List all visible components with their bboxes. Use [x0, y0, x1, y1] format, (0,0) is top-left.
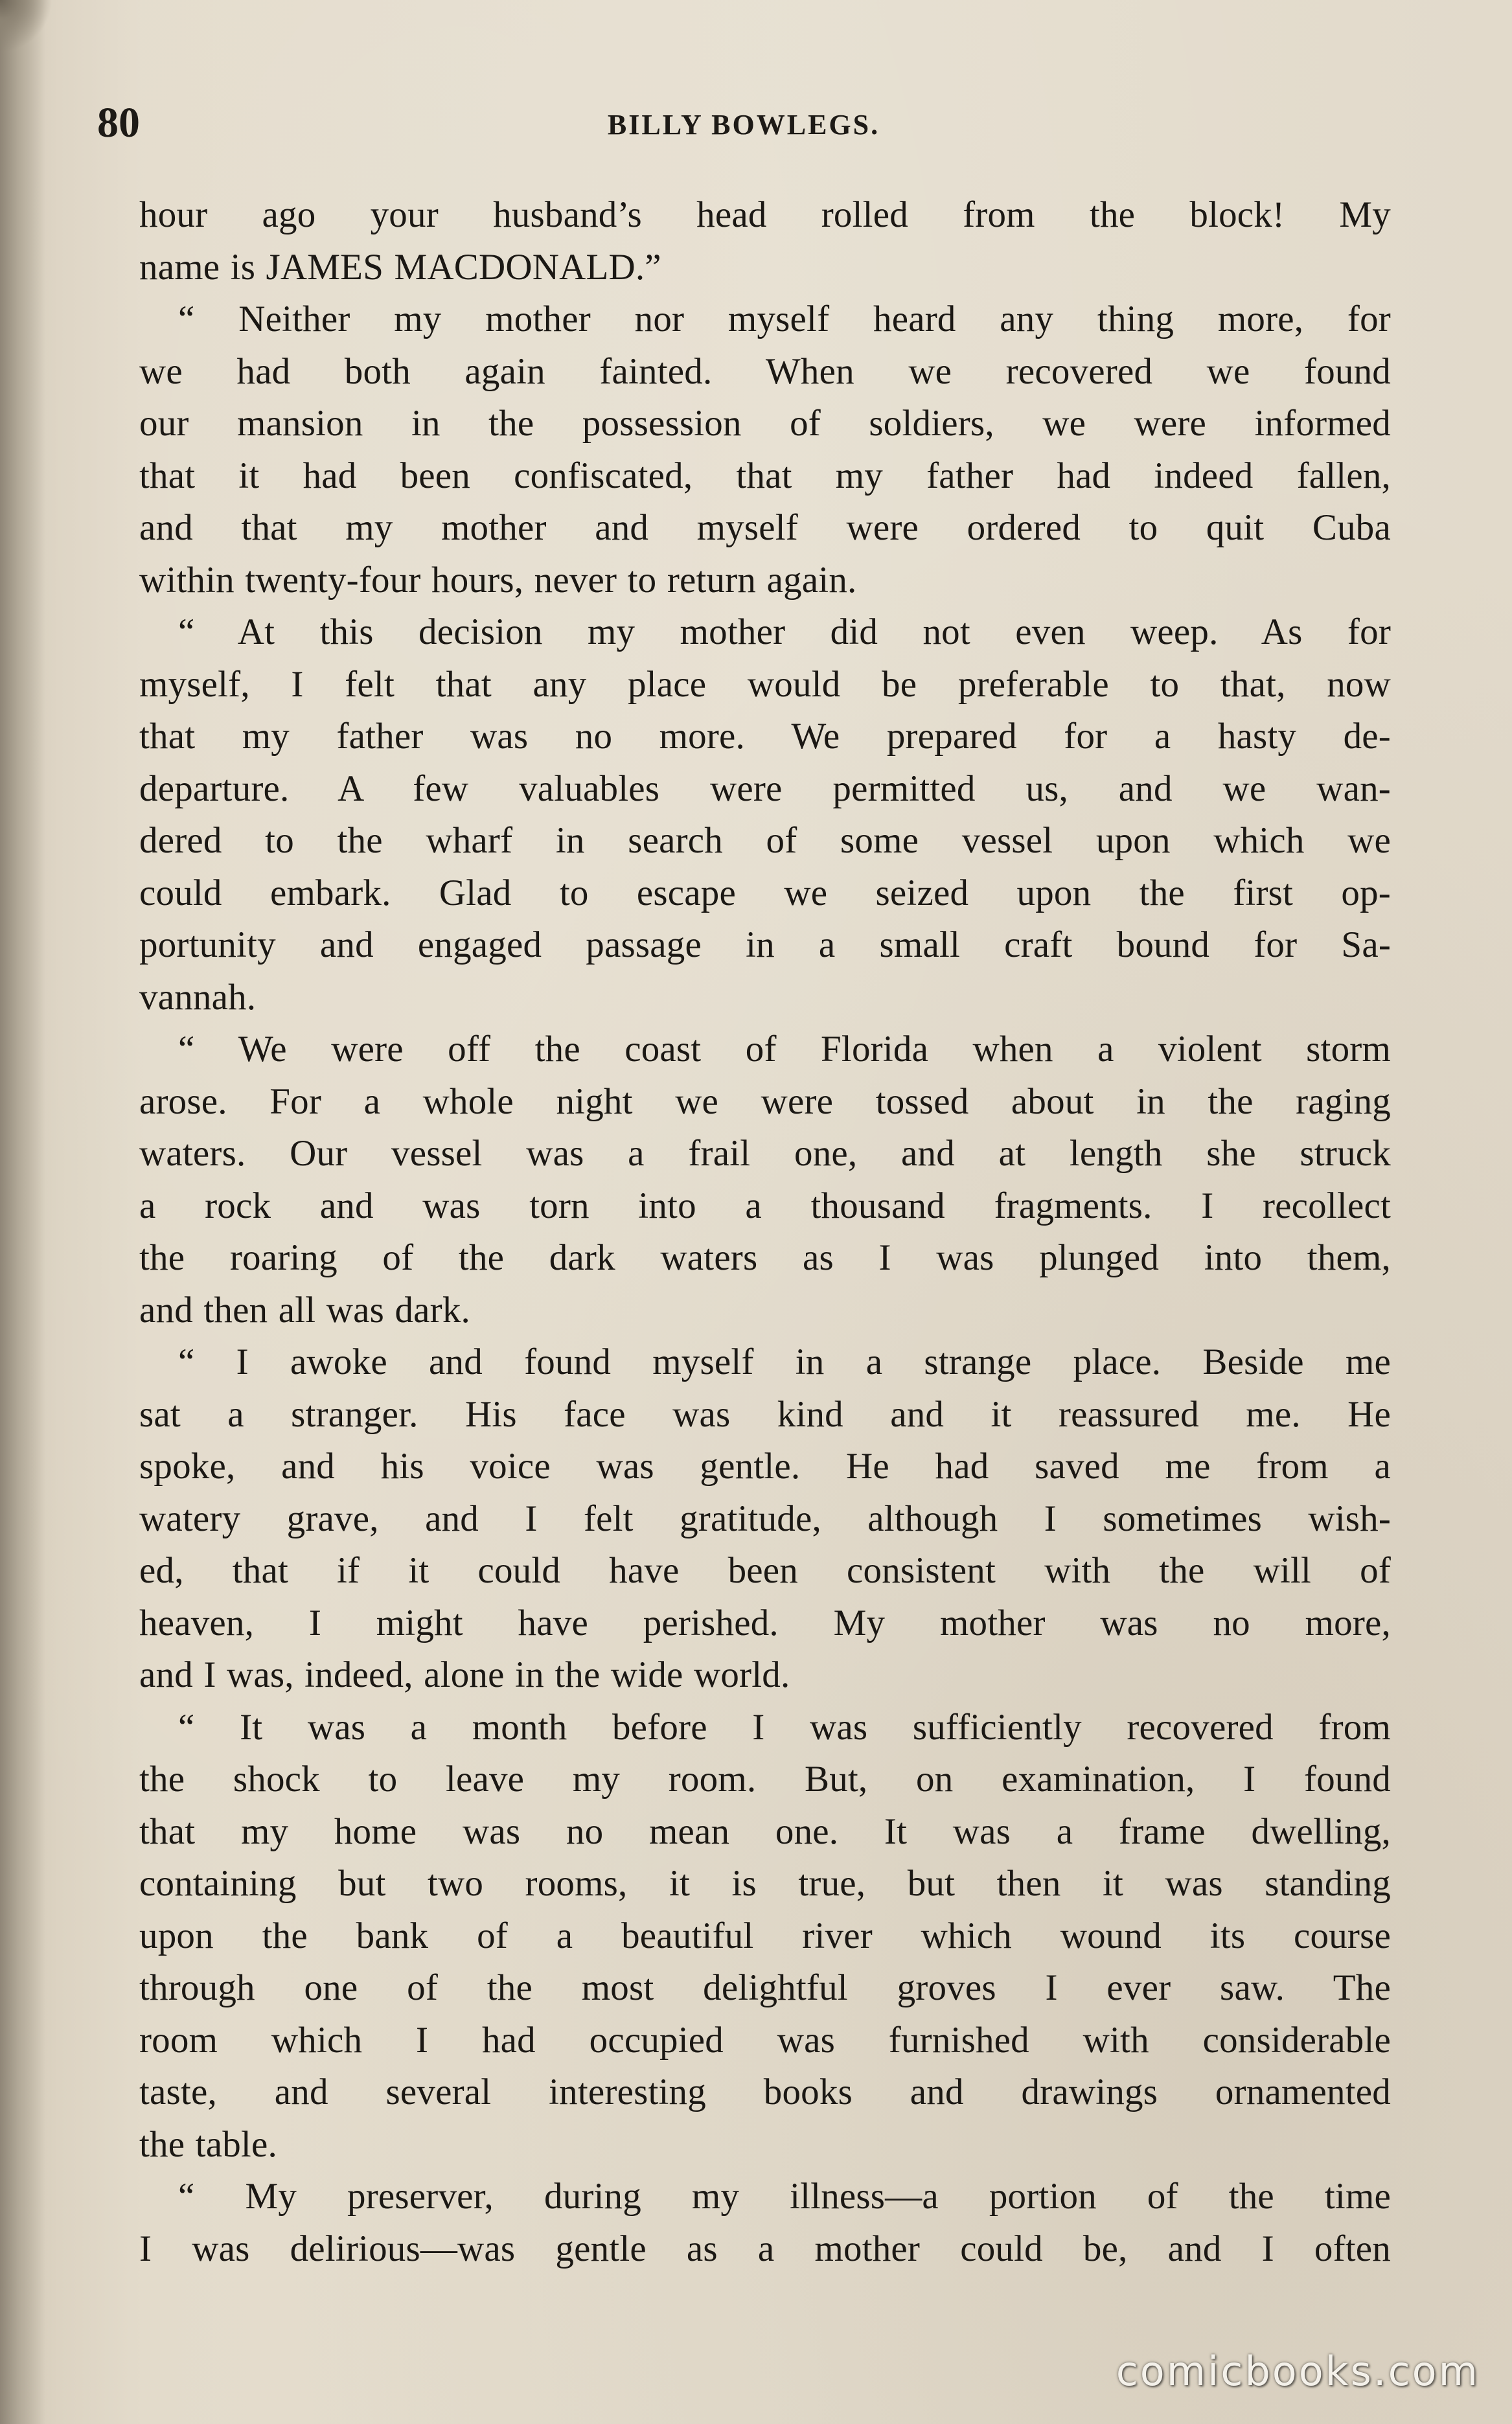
text-line: room which I had occupied was furnished with considerable: [139, 2019, 1391, 2061]
text-line: we had both again fainted. When we recovered we found: [139, 350, 1391, 392]
text-line: a rock and was torn into a thousand fragments. I recollect: [139, 1185, 1391, 1226]
text-line: heaven, I might have perished. My mother was no more,: [139, 1602, 1391, 1643]
text-line: arose. For a whole night we were tossed about in the raging: [139, 1081, 1391, 1122]
text-line: that my home was no mean one. It was a frame dwelling,: [139, 1811, 1391, 1852]
page-corner-shadow: [0, 0, 52, 52]
text-line: taste, and several interesting books and drawings ornamented: [139, 2072, 1391, 2112]
page-gutter-shadow: [0, 0, 45, 2424]
text-line: that it had been confiscated, that my father had indeed fallen,: [139, 455, 1391, 496]
text-line: dered to the wharf in search of some vessel upon which we: [139, 820, 1391, 861]
text-line: “ Neither my mother nor myself heard any thing more, for: [178, 299, 1391, 339]
text-line: ed, that if it could have been consistent with the will of: [139, 1550, 1391, 1591]
text-line: containing but two rooms, it is true, but then it was standing: [139, 1863, 1391, 1904]
text-line: and then all was dark.: [139, 1289, 470, 1331]
text-line: through one of the most delightful groves I ever saw. The: [139, 1967, 1391, 2008]
text-line: upon the bank of a beautiful river which wound its course: [139, 1915, 1391, 1956]
text-line: watery grave, and I felt gratitude, although I sometimes wish-: [139, 1498, 1391, 1539]
text-line: spoke, and his voice was gentle. He had saved me from a: [139, 1446, 1391, 1487]
text-line: vannah.: [139, 976, 257, 1018]
text-line: hour ago your husband’s head rolled from the block! My: [139, 194, 1391, 235]
text-line: “ I awoke and found myself in a strange place. Beside me: [178, 1342, 1391, 1382]
text-line: the roaring of the dark waters as I was plunged into them,: [139, 1237, 1391, 1278]
text-line: “ It was a month before I was sufficiently recovered from: [178, 1706, 1391, 1748]
text-line: “ We were off the coast of Florida when a violent storm: [178, 1029, 1391, 1069]
page-header: [97, 97, 1390, 149]
text-line: “ At this decision my mother did not even weep. As for: [178, 612, 1391, 652]
page-number: 80: [97, 99, 140, 146]
text-line: portunity and engaged passage in a small craft bound for Sa-: [139, 924, 1391, 965]
text-line: name is JAMES MACDONALD.”: [139, 246, 661, 288]
text-line: I was delirious—was gentle as a mother could be, and I often: [139, 2228, 1391, 2269]
text-line: our mansion in the possession of soldiers, we were informed: [139, 403, 1391, 444]
text-line: and that my mother and myself were ordered to quit Cuba: [139, 507, 1391, 548]
text-line: myself, I felt that any place would be preferable to that, now: [139, 663, 1391, 705]
text-line: departure. A few valuables were permitted us, and we wan-: [139, 768, 1391, 809]
text-line: could embark. Glad to escape we seized upon the first op-: [139, 872, 1391, 913]
text-line: the table.: [139, 2123, 277, 2165]
text-line: the shock to leave my room. But, on examination, I found: [139, 1759, 1391, 1800]
text-line: sat a stranger. His face was kind and it reassured me. He: [139, 1393, 1391, 1435]
running-title: BILLY BOWLEGS.: [607, 109, 880, 141]
text-line: and I was, indeed, alone in the wide world.: [139, 1654, 790, 1695]
text-line: “ My preserver, during my illness—a portion of the time: [178, 2176, 1391, 2217]
page-body-text: [139, 189, 1391, 2275]
watermark: comicbooks.com: [1116, 2348, 1480, 2395]
text-line: waters. Our vessel was a frail one, and at length she struck: [139, 1133, 1391, 1174]
text-line: that my father was no more. We prepared for a hasty de-: [139, 716, 1391, 757]
text-line: within twenty-four hours, never to return again.: [139, 559, 857, 600]
